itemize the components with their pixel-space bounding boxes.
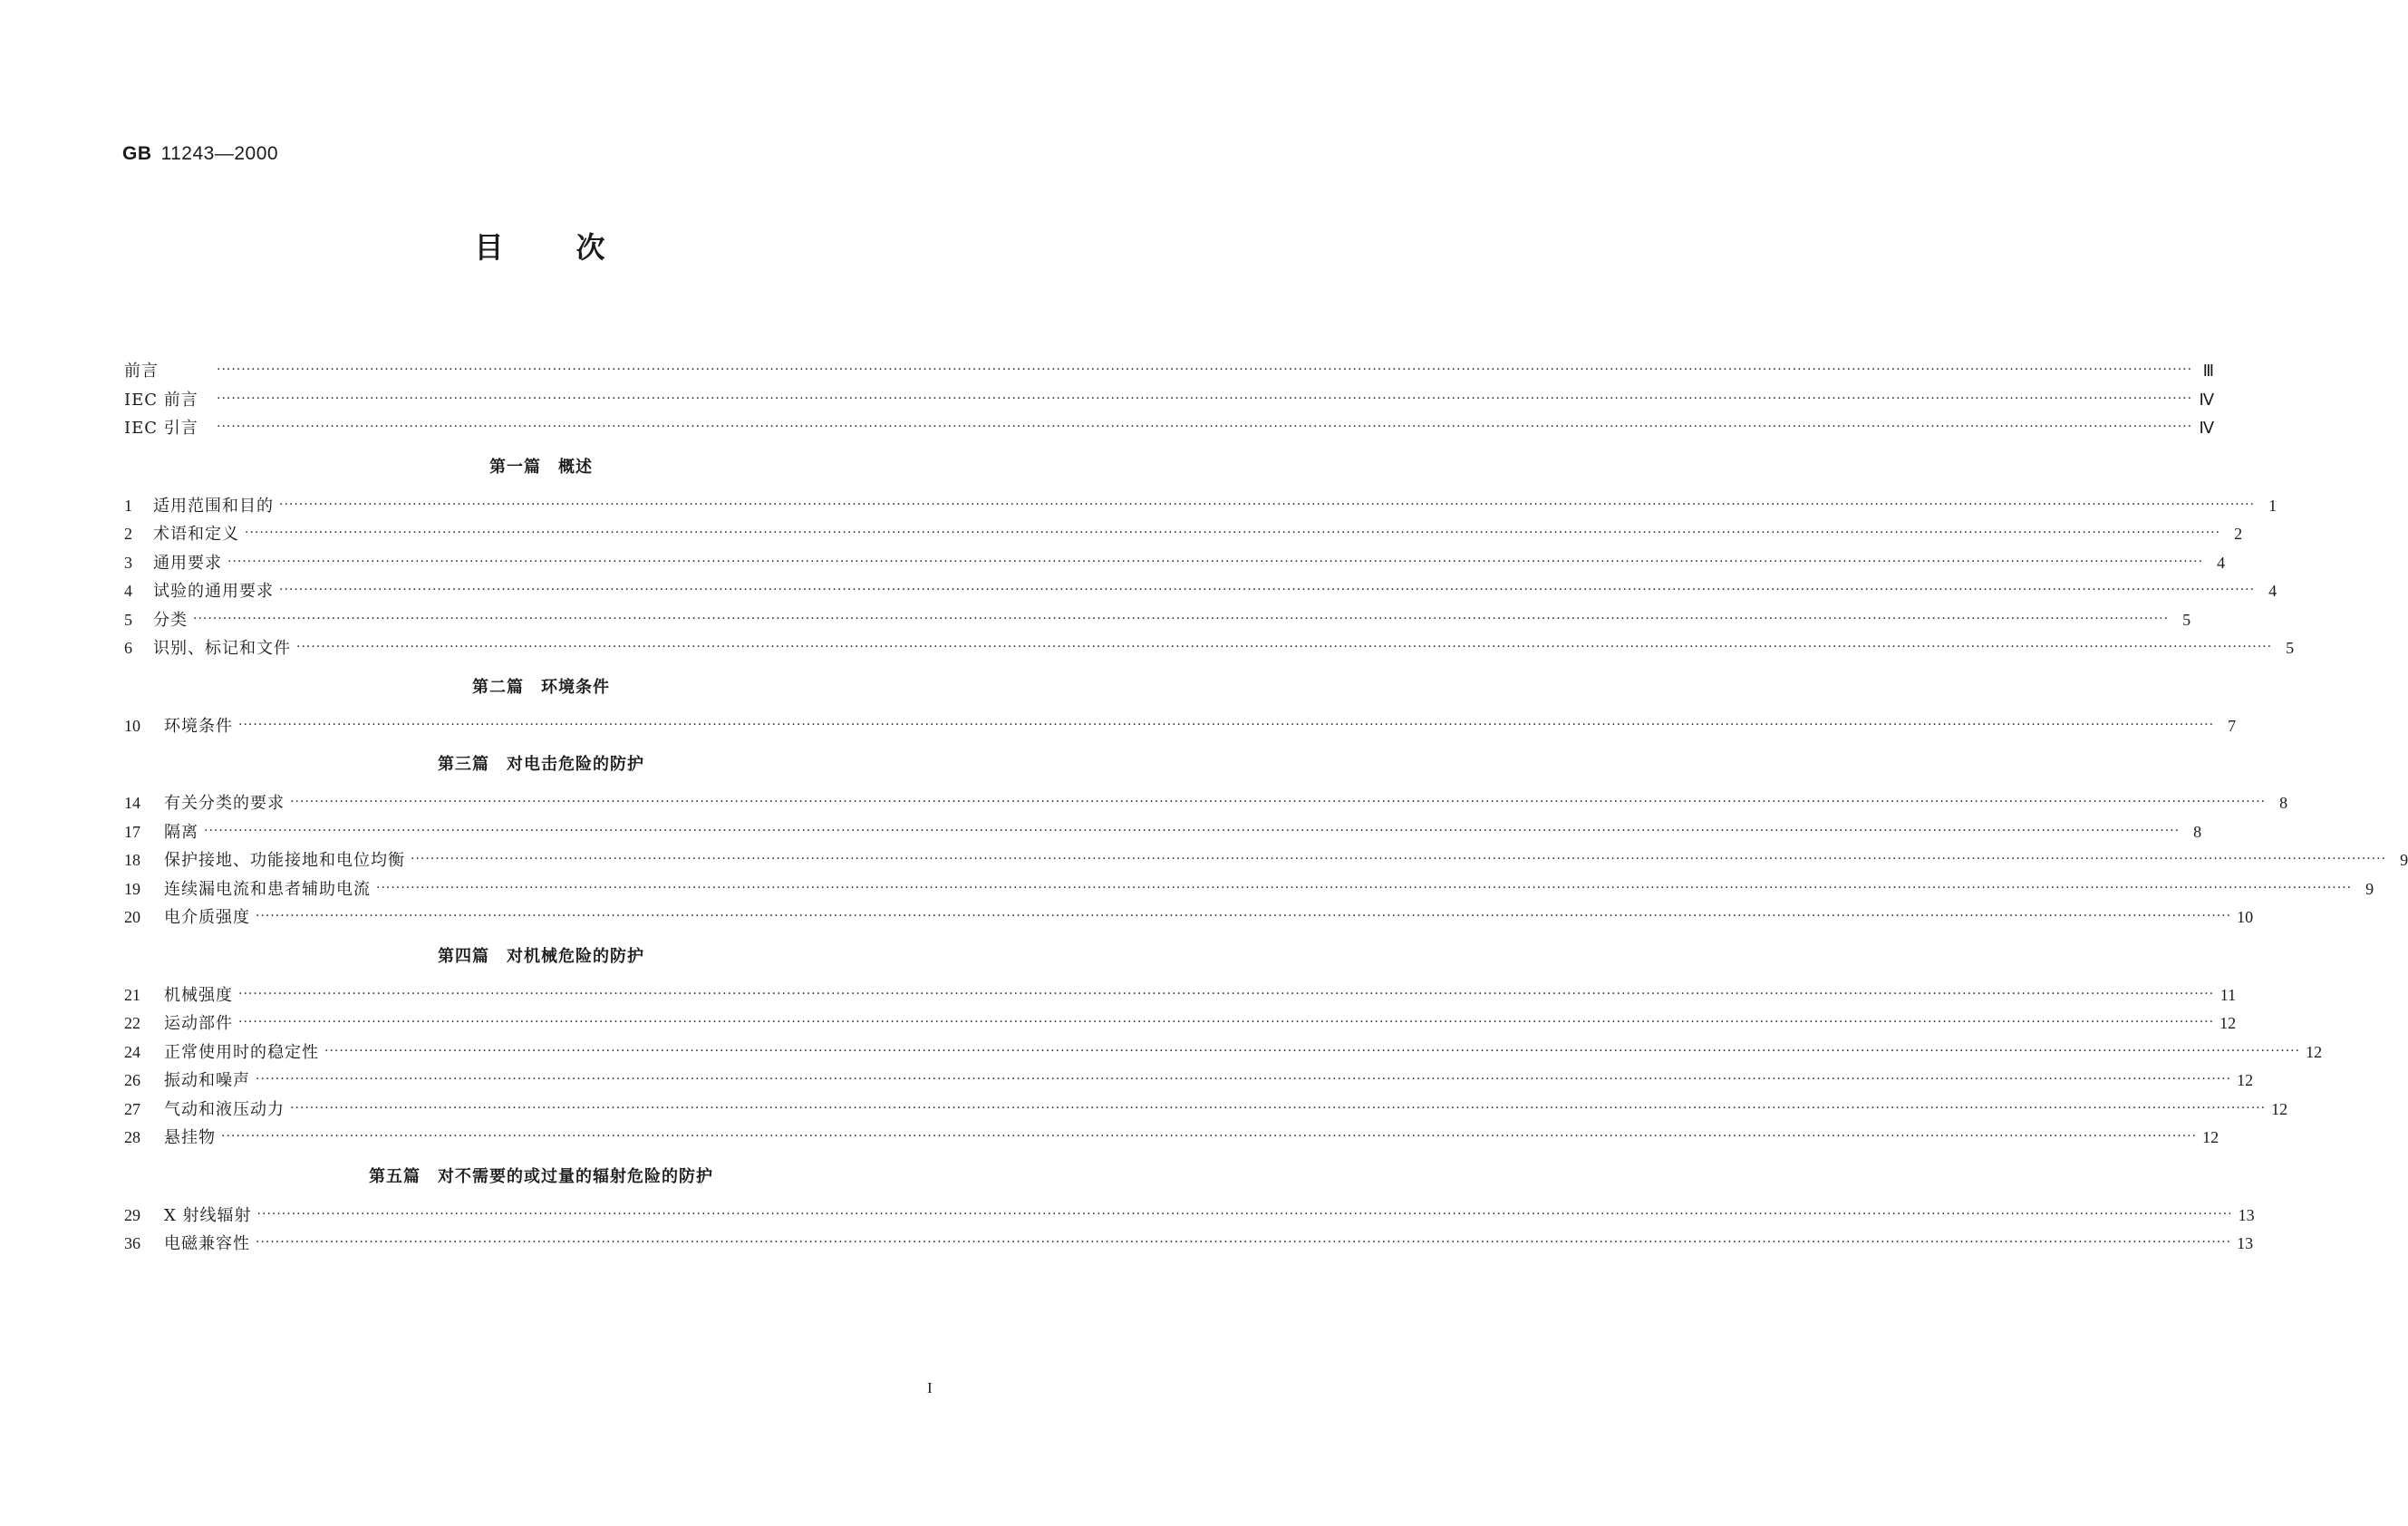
- dot-leader: ················································································································································································································································································································································································································: [221, 1129, 2198, 1144]
- toc-entry-label: IEC 引言: [124, 419, 198, 438]
- toc-entry-page: Ⅳ: [2199, 390, 2215, 409]
- toc-entry-label: 隔离: [164, 822, 198, 842]
- toc-entry-number: 22: [124, 1014, 140, 1032]
- toc-entry-number: 36: [124, 1234, 140, 1252]
- toc-entry[interactable]: [124, 550, 2226, 579]
- toc-entry[interactable]: [124, 1125, 2219, 1154]
- toc-entry-page: 1: [2268, 496, 2277, 515]
- toc-entry-label: 气动和液压动力: [164, 1099, 285, 1119]
- toc-entry-label: 有关分类的要求: [164, 794, 285, 813]
- dot-leader: ················································································································································································································································································································································································································: [296, 640, 2273, 654]
- toc-entry-page: 12: [2271, 1099, 2288, 1118]
- table-of-contents: [124, 358, 2408, 1260]
- toc-entry-page: 2: [2234, 525, 2243, 543]
- toc-entry[interactable]: [124, 607, 2191, 636]
- toc-entry-page: 12: [2237, 1071, 2254, 1089]
- toc-entry-page: Ⅳ: [2199, 419, 2215, 437]
- toc-entry-page: 12: [2202, 1128, 2219, 1146]
- toc-entry[interactable]: [124, 904, 2254, 933]
- toc-entry[interactable]: [124, 387, 2215, 416]
- toc-entry-page: Ⅲ: [2202, 362, 2215, 380]
- toc-entry[interactable]: [124, 635, 2295, 664]
- toc-entry[interactable]: [124, 982, 2237, 1011]
- dot-leader: ················································································································································································································································································································································································································: [227, 554, 2204, 569]
- toc-entry-page: 9: [2400, 851, 2408, 869]
- part-heading: 第三篇 对电击危险的防护: [438, 755, 644, 774]
- page-title: 目次: [474, 230, 678, 265]
- toc-entry-number: 26: [124, 1071, 140, 1089]
- toc-entry-label: IEC 前言: [124, 390, 198, 410]
- toc-entry-number: 14: [124, 794, 140, 812]
- toc-entry-page: 4: [2268, 582, 2277, 600]
- toc-entry-page: 5: [2286, 639, 2295, 657]
- dot-leader: ················································································································································································································································································································································································································: [256, 909, 2232, 923]
- toc-entry-label: 术语和定义: [153, 525, 239, 544]
- toc-entry-label: 通用要求: [153, 553, 222, 573]
- toc-entry-page: 8: [2193, 822, 2202, 841]
- dot-leader: ················································································································································································································································································································································································································: [290, 1100, 2267, 1116]
- toc-entry-number: 3: [124, 553, 132, 572]
- toc-entry-label: 正常使用时的稳定性: [164, 1042, 319, 1062]
- dot-leader: ················································································································································································································································································································································································································: [256, 1206, 2233, 1222]
- toc-entry-page: 10: [2237, 908, 2254, 926]
- dot-leader: ················································································································································································································································································································································································································: [238, 986, 2215, 1001]
- dot-leader: ················································································································································································································································································································································································································: [256, 1072, 2232, 1087]
- toc-entry-page: 4: [2217, 553, 2226, 572]
- toc-entry-number: 4: [124, 582, 132, 600]
- toc-entry-label: 适用范围和目的: [153, 496, 274, 516]
- toc-entry-number: 5: [124, 610, 132, 629]
- toc-entry[interactable]: [124, 1039, 2323, 1068]
- standard-prefix: GB: [122, 143, 152, 164]
- toc-entry[interactable]: [124, 493, 2277, 522]
- toc-entry-number: 19: [124, 879, 140, 898]
- toc-entry[interactable]: [124, 790, 2288, 819]
- standard-number: 11243—2000: [160, 143, 279, 164]
- dot-leader: ················································································································································································································································································································································································································: [279, 497, 2256, 512]
- dot-leader: ················································································································································································································································································································································································································: [217, 391, 2193, 406]
- toc-entry-label: 机械强度: [164, 985, 233, 1005]
- part-heading: 第四篇 对机械危险的防护: [438, 946, 644, 966]
- toc-entry[interactable]: [124, 1096, 2288, 1125]
- toc-entry-number: 1: [124, 496, 132, 515]
- toc-entry-label: 悬挂物: [164, 1128, 216, 1147]
- toc-entry-number: 27: [124, 1099, 140, 1118]
- toc-entry[interactable]: [124, 876, 2374, 905]
- part-heading: 第五篇 对不需要的或过量的辐射危险的防护: [369, 1166, 713, 1186]
- front-matter-list: [124, 358, 2215, 444]
- toc-entry-label: 保护接地、功能接地和电位均衡: [164, 851, 405, 870]
- toc-entry[interactable]: [124, 415, 2215, 444]
- toc-entry-page: 12: [2306, 1042, 2323, 1061]
- toc-entry-label: 分类: [153, 610, 188, 630]
- dot-leader: ················································································································································································································································································································································································································: [238, 1015, 2215, 1029]
- toc-entry-number: 29: [124, 1205, 140, 1224]
- toc-entry[interactable]: [124, 1010, 2237, 1039]
- toc-entry[interactable]: [124, 578, 2277, 607]
- page-number: I: [927, 1379, 933, 1396]
- toc-entry-label: 电磁兼容性: [164, 1234, 250, 1253]
- toc-entry-number: 17: [124, 822, 140, 841]
- toc-entry-number: 6: [124, 639, 132, 657]
- toc-entry-number: 18: [124, 851, 140, 869]
- dot-leader: ················································································································································································································································································································································································································: [238, 717, 2215, 732]
- dot-leader: ················································································································································································································································································································································································································: [245, 526, 2221, 540]
- toc-entry[interactable]: [124, 1231, 2254, 1260]
- toc-entry-page: 8: [2279, 794, 2288, 812]
- toc-entry-label: 运动部件: [164, 1014, 233, 1033]
- toc-entry[interactable]: [124, 713, 2237, 742]
- toc-entry-label: 识别、标记和文件: [153, 639, 291, 658]
- toc-entry[interactable]: [124, 1202, 2255, 1231]
- toc-entry-page: 9: [2365, 879, 2374, 898]
- toc-entry-number: 2: [124, 525, 132, 543]
- toc-entry-label: X 射线辐射: [164, 1205, 252, 1225]
- toc-entry-label: 前言: [124, 362, 159, 381]
- toc-entry-page: 7: [2228, 716, 2237, 735]
- toc-entry[interactable]: [124, 1067, 2254, 1096]
- toc-entry-number: 21: [124, 985, 140, 1004]
- dot-leader: ················································································································································································································································································································································································································: [217, 420, 2193, 434]
- dot-leader: ················································································································································································································································································································································································································: [256, 1235, 2232, 1250]
- part-heading: 第一篇 概述: [489, 457, 593, 477]
- parts-list: [124, 446, 2408, 1260]
- dot-leader: ················································································································································································································································································································································································································: [193, 611, 2170, 626]
- dot-leader: ················································································································································································································································································································································································································: [324, 1043, 2301, 1058]
- toc-entry-number: 28: [124, 1128, 140, 1146]
- toc-entry-page: 5: [2182, 610, 2191, 629]
- toc-entry-label: 连续漏电流和患者辅助电流: [164, 879, 371, 899]
- dot-leader: ················································································································································································································································································································································································································: [279, 583, 2256, 597]
- toc-entry[interactable]: [124, 819, 2202, 848]
- dot-leader: ················································································································································································································································································································································································································: [376, 880, 2353, 895]
- toc-entry-label: 电介质强度: [164, 908, 250, 927]
- toc-entry[interactable]: [124, 847, 2408, 876]
- toc-entry-page: 13: [2237, 1234, 2254, 1252]
- dot-leader: ················································································································································································································································································································································································································: [411, 852, 2387, 866]
- toc-entry-number: 10: [124, 716, 140, 735]
- toc-entry-label: 试验的通用要求: [153, 582, 274, 601]
- dot-leader: ················································································································································································································································································································································································································: [290, 795, 2267, 809]
- toc-entry-number: 20: [124, 908, 140, 926]
- toc-entry[interactable]: [124, 358, 2215, 387]
- part-heading: 第二篇 环境条件: [472, 677, 610, 697]
- toc-entry-page: 13: [2238, 1205, 2255, 1224]
- toc-entry-label: 环境条件: [164, 716, 233, 736]
- toc-entry[interactable]: [124, 521, 2243, 550]
- dot-leader: ················································································································································································································································································································································································································: [217, 362, 2193, 377]
- toc-entry-label: 振动和噪声: [164, 1071, 250, 1090]
- toc-entry-page: 11: [2219, 985, 2237, 1004]
- toc-entry-number: 24: [124, 1042, 140, 1061]
- toc-entry-page: 12: [2219, 1014, 2237, 1032]
- dot-leader: ················································································································································································································································································································································································································: [204, 823, 2181, 838]
- standard-code: [122, 143, 278, 165]
